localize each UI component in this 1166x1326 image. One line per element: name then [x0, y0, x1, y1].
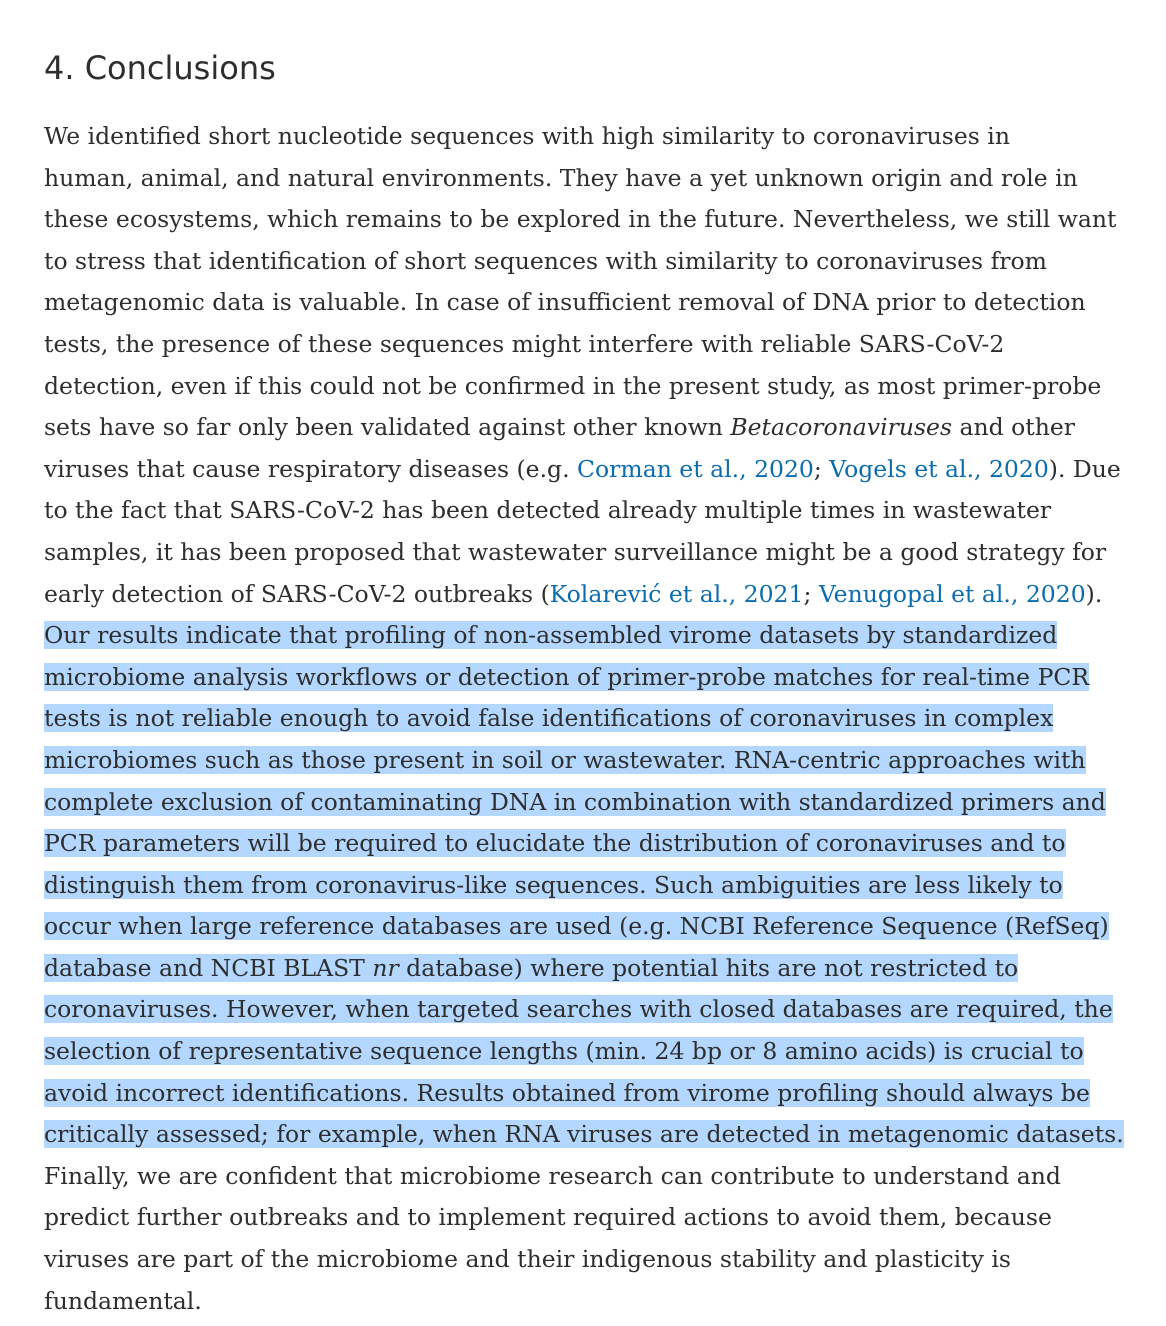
text-selection: occur when large reference databases are used (e.g. NCBI Reference Sequence (RefSeq) — [44, 912, 1109, 941]
paragraph-line — [44, 574, 1144, 616]
paragraph-line: human, animal, and natural environments. They have a yet unknown origin and role in — [44, 163, 1078, 192]
paragraph-line: predict further outbreaks and to implement required actions to avoid them, because — [44, 1203, 1052, 1232]
text-run: ; — [803, 579, 819, 608]
text-run: early detection of SARS-CoV-2 outbreaks ( — [44, 579, 550, 608]
text-run: ). Due — [1048, 454, 1121, 483]
article-section — [44, 44, 1144, 1322]
text-selection: PCR parameters will be required to elucidate the distribution of coronaviruses and to — [44, 829, 1066, 858]
section-heading: 4. Conclusions — [44, 49, 276, 87]
paragraph-line: these ecosystems, which remains to be explored in the future. Nevertheless, we still want — [44, 205, 1117, 234]
selected-line[interactable] — [44, 1073, 1144, 1115]
text-selection: distinguish them from coronavirus-like sequences. Such ambiguities are less likely to — [44, 870, 1063, 899]
paragraph-line: samples, it has been proposed that wastewater surveillance might be a good strategy for — [44, 537, 1107, 566]
reference-link-vogels[interactable]: Vogels et al., 2020 — [829, 454, 1049, 483]
text-run: viruses that cause respiratory diseases (e.g. — [44, 454, 578, 483]
selected-line[interactable] — [44, 823, 1144, 865]
paragraph-line — [44, 407, 1144, 449]
text-run: ). — [1085, 579, 1103, 608]
text-run: database) where potential hits are not restricted to — [398, 953, 1019, 982]
reference-link-kolarevic[interactable]: Kolarević et al., 2021 — [549, 579, 804, 608]
paragraph-line: We identified short nucleotide sequences with high similarity to coronaviruses in — [44, 122, 1010, 150]
text-selection: tests is not reliable enough to avoid false identifications of coronaviruses in complex — [44, 704, 1054, 733]
text-selection: coronaviruses. However, when targeted searches with closed databases are required, the — [44, 995, 1113, 1024]
paragraph-line: tests, the presence of these sequences might interfere with reliable SARS-CoV-2 — [44, 329, 1005, 358]
text-selection: critically assessed; for example, when RNA viruses are detected in metagenomic datasets. — [44, 1120, 1124, 1149]
paragraph-line: to the fact that SARS-CoV-2 has been detected already multiple times in wastewater — [44, 496, 1052, 525]
selected-line[interactable] — [44, 1031, 1144, 1073]
selected-line[interactable] — [44, 782, 1144, 824]
italic-term: Betacoronaviruses — [730, 413, 952, 442]
text-run: sets have so far only been validated against other known — [44, 413, 731, 442]
text-selection: microbiomes such as those present in soil or wastewater. RNA-centric approaches with — [44, 745, 1086, 774]
reference-link-venugopal[interactable]: Venugopal et al., 2020 — [818, 579, 1086, 608]
paragraph-line: fundamental. — [44, 1286, 202, 1315]
selected-line[interactable] — [44, 698, 1144, 740]
text-run: ; — [813, 454, 830, 483]
selected-line[interactable] — [44, 657, 1144, 699]
paragraph-line — [44, 449, 1144, 491]
selected-line[interactable] — [44, 989, 1144, 1031]
conclusions-paragraph — [44, 116, 1144, 1322]
paragraph-line: metagenomic data is valuable. In case of insufficient removal of DNA prior to detection — [44, 288, 1086, 317]
text-selection — [44, 954, 1018, 982]
text-run: and other — [952, 413, 1075, 442]
selected-line[interactable] — [44, 740, 1144, 782]
selected-line[interactable] — [44, 615, 1144, 657]
reference-link-corman[interactable]: Corman et al., 2020 — [577, 454, 814, 483]
text-selection: avoid incorrect identifications. Results obtained from virome profiling should always be — [44, 1078, 1090, 1107]
text-selection: selection of representative sequence lengths (min. 24 bp or 8 amino acids) is crucial to — [44, 1037, 1084, 1066]
paragraph-line: viruses are part of the microbiome and their indigenous stability and plasticity is — [44, 1245, 1011, 1274]
text-selection: Our results indicate that profiling of non-assembled virome datasets by standardized — [44, 621, 1058, 650]
text-selection: complete exclusion of contaminating DNA in combination with standardized primers and — [44, 787, 1106, 816]
selected-line[interactable] — [44, 906, 1144, 948]
selected-line[interactable] — [44, 1114, 1144, 1156]
selected-line[interactable] — [44, 948, 1144, 990]
italic-term: nr — [372, 953, 399, 982]
paragraph-line: detection, even if this could not be confirmed in the present study, as most primer-probe — [44, 371, 1102, 400]
text-selection: microbiome analysis workflows or detection of primer-probe matches for real-time PCR — [44, 662, 1090, 691]
text-run: database and NCBI BLAST — [44, 953, 373, 982]
paragraph-line: to stress that identification of short sequences with similarity to coronaviruses from — [44, 246, 1047, 275]
paragraph-line: Finally, we are confident that microbiome research can contribute to understand and — [44, 1161, 1061, 1190]
selected-line[interactable] — [44, 865, 1144, 907]
